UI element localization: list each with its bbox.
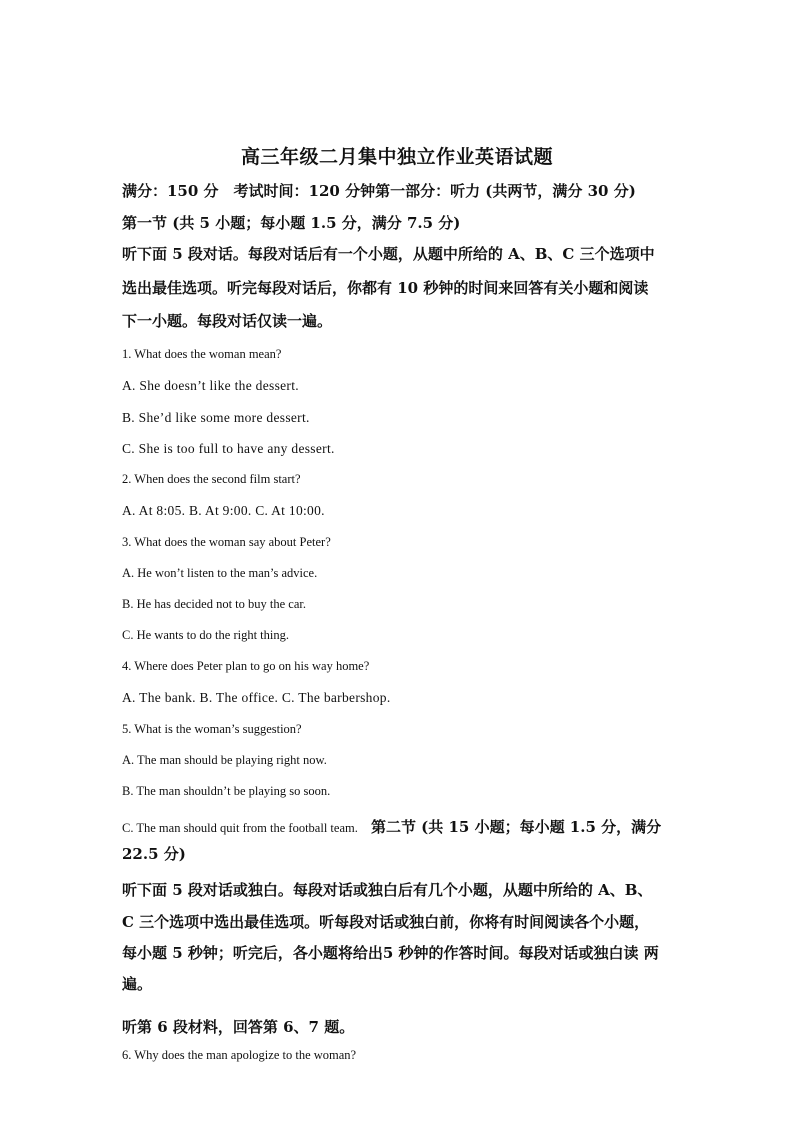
question-6: 6. Why does the man apologize to the woman? (122, 1048, 357, 1062)
question-4-options: A. The bank. B. The office. C. The barbershop. (122, 690, 391, 705)
section1-instruction-line: 下一小题。每段对话仅读一遍。 (122, 312, 333, 330)
question-3: 3. What does the woman say about Peter? (122, 535, 331, 549)
section2-heading-cont: 22.5 分) (122, 845, 186, 863)
question-2: 2. When does the second film start? (122, 472, 301, 486)
material-6-heading: 听第 6 段材料，回答第 6、7 题。 (122, 1018, 355, 1036)
question-1-option-c: C. She is too full to have any dessert. (122, 441, 335, 456)
section2-instruction-line: 遍。 (122, 975, 153, 993)
section2-instruction-line: 听下面 5 段对话或独白。每段对话或独白后有几个小题，从题中所给的 A、B、 (122, 881, 653, 899)
question-5: 5. What is the woman’s suggestion? (122, 722, 302, 736)
question-5-option-c: C. The man should quit from the football team. (122, 821, 358, 835)
question-5-option-c-and-section2-heading (122, 816, 661, 837)
page-title: 高三年级二月集中独立作业英语试题 (240, 146, 553, 168)
question-1: 1. What does the woman mean? (122, 347, 282, 361)
section1-instruction-line: 听下面 5 段对话。每段对话后有一个小题，从题中所给的 A、B、C 三个选项中 (122, 245, 655, 263)
exam-header-info: 满分：150 分 考试时间：120 分钟第一部分：听力 (共两节，满分 30 分) (122, 182, 636, 200)
question-1-option-b: B. She’d like some more dessert. (122, 410, 310, 425)
question-5-option-a: A. The man should be playing right now. (122, 753, 327, 767)
section2-heading: 第二节 (共 15 小题；每小题 1.5 分，满分 (370, 818, 662, 836)
question-3-option-b: B. He has decided not to buy the car. (122, 597, 306, 611)
section2-instruction-line: C 三个选项中选出最佳选项。听每段对话或独白前，你将有时间阅读各个小题， (122, 913, 650, 931)
question-1-option-a: A. She doesn’t like the dessert. (122, 378, 299, 393)
question-3-option-a: A. He won’t listen to the man’s advice. (122, 566, 318, 580)
section1-instruction-line: 选出最佳选项。听完每段对话后，你都有 10 秒钟的时间来回答有关小题和阅读 (122, 279, 649, 297)
section1-heading: 第一节 (共 5 小题；每小题 1.5 分，满分 7.5 分) (122, 214, 461, 232)
section2-instruction-line: 每小题 5 秒钟；听完后，各小题将给出5 秒钟的作答时间。每段对话或独白读 两 (122, 944, 659, 962)
question-3-option-c: C. He wants to do the right thing. (122, 628, 289, 642)
question-5-option-b: B. The man shouldn’t be playing so soon. (122, 784, 331, 798)
question-2-options: A. At 8:05. B. At 9:00. C. At 10:00. (122, 503, 325, 518)
question-4: 4. Where does Peter plan to go on his way home? (122, 659, 370, 673)
